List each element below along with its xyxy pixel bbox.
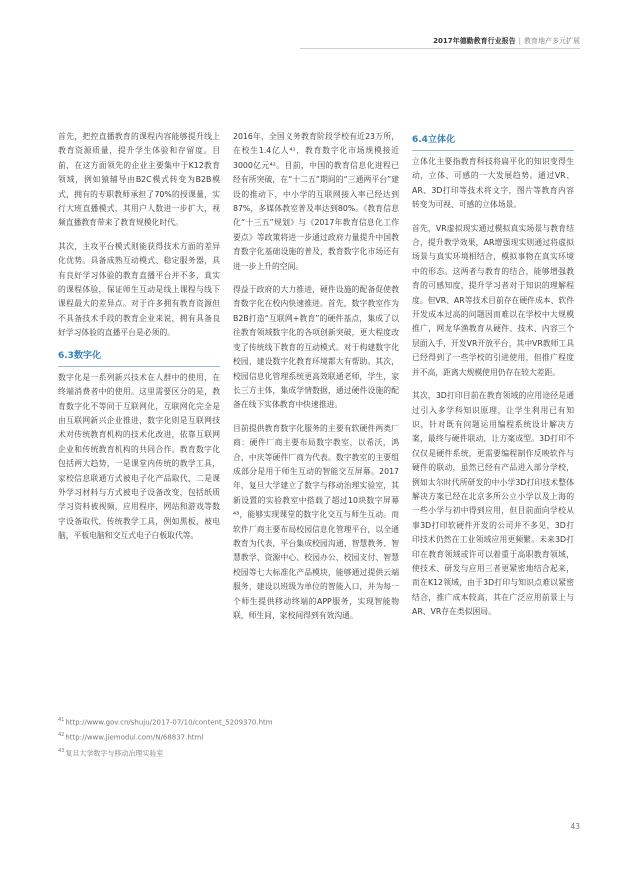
- footnote-number: 42: [58, 732, 65, 739]
- footnote: [58, 745, 273, 760]
- column-left: [58, 130, 220, 553]
- footnotes: [58, 714, 273, 760]
- paragraph: 目前提供教育数字化服务的主要有软硬件两类厂商：硬件厂商主要布局数字教室，以希沃，鸿合，中庆等硬件厂商为代表。数字教室的主要组成部分是用于师生互动的智能交互屏幕。2017年，复旦大学建立了数字与移动治理实验室，其新设置的实验教室中搭载了超过10块数字屏幕⁴³，能够实现课堂的数字化交互与师生互动。而软件厂商主要布局校园信息化管理平台，以全通教育为代表，平台集成校园沟通、智慧教务、智慧教学、资源中心、校园办公、校园支付、智慧校园等七大标准化产品模块，能够通过提供云端服务，建设以班级为单位的智能入口，并为每一个师生提供移动终端的APP服务，实现智能物联，师生间，家校间得到有效沟通。: [233, 423, 399, 620]
- footnote: [58, 714, 273, 729]
- footnote: [58, 729, 273, 744]
- paragraph: 首先，VR虚拟现实通过模拟真实场景与教育结合，提升教学效果，AR增强现实则通过将虚拟场景与真实环境相结合，模拟事物在真实环境中的形态。这两者与教育的结合，能够增强教育的可感知度，提升学习者对于知识的理解程度。但VR、AR等技术目前存在硬件成本、软件开发成本过高的问题因而难以在学校中大规模推广，网龙华渔教育从硬件、技术、内容三个层面入手，开发VR开放平台，其中VR教师工具已经得到了一些学校的引进使用，但推广程度并不高，距离大规模使用仍存在较大差距。: [412, 223, 574, 377]
- footnote-link[interactable]: http://www.gov.cn/shuju/2017-07/10/content_5209370.htm: [65, 718, 273, 727]
- column-middle: [233, 130, 399, 632]
- running-header: [433, 36, 580, 46]
- footnote-link[interactable]: http://www.jiemodui.com/N/68837.html: [65, 733, 204, 742]
- paragraph: 其次，主攻平台模式则能获得技术方面的差异化优势。具备成熟互动模式、稳定服务器，具有良好学习体验的教育直播平台并不多，真实的课程体验，保证师生互动是线上课程与线下课程最大的差异点。对于许多拥有教育资源但不具备技术手段的教育企业来说，拥有具备良好学习体验的直播平台是必须的。: [58, 241, 220, 338]
- footnote-text: 复旦大学数字与移动治理实验室: [65, 748, 164, 757]
- paragraph: 2016年，全国义务教育阶段学校有近23万所，在校生1.4亿人⁴¹，教育数字化市场规模接近3000亿元⁴²。目前，中国的教育信息化进程已经有所突破，在“十二五”期间的“三通两平台”建设的推动下，中小学的互联网接入率已经达到87%，多媒体教室普及率达到80%。《教育信息化“十三五”规划》与《2017年教育信息化工作要点》等政策将进一步通过政府力量提升中国教育数字化基础设施的普及，教育数字化市场还有进一步上升的空间。: [233, 132, 399, 271]
- header-subtitle: 教育地产多元扩展: [524, 37, 580, 45]
- section-rule: [58, 366, 220, 367]
- footnote-number: 43: [58, 747, 65, 754]
- paragraph: 数字化是一系列新兴技术在人群中的使用，在终端消费者中的使用。这里需要区分的是，教育数字化不等同于互联网化，互联网化完全是由互联网新兴企业推进，数字化则是互联网技术对传统教育机构的技术化改进，依靠互联网企业和传统教育机构的共同合作。教育数字化包括两大趋势，一是课堂内传统的教学工具，家校信息联通方式被电子化产品取代，二是课外学习材料与方式被电子设备改变，包括纸质学习资料被视频，应用程序，网站和游戏等数字设备取代，传统教学工具，例如黑板，被电脑，平板电脑和交互式电子白板取代等。: [58, 372, 220, 541]
- section-heading-6-3: 6.3数字化: [58, 350, 101, 361]
- report-title: 2017年德勤教育行业报告: [433, 37, 516, 45]
- paragraph: 立体化主要指教育科技将扁平化的知识变得生动，立体、可感的一大发展趋势。通过VR、AR、3D打印等技术将文字，图片等教育内容转变为可视、可感的立体场景。: [412, 157, 574, 210]
- paragraph: 首先，把控直播教育的课程内容能够提升线上教育资源质量，提升学生体验和存留度。目前，在这方面领先的企业主要集中于K12教育领域，例如猿辅导由B2C模式转变为B2B模式，拥有的专职教师承担了70%的授课量，实行大班直播模式，其用户人数进一步扩大，视频直播教育带来了教育规模化时代。: [58, 132, 220, 228]
- page-number: 43: [570, 822, 580, 831]
- paragraph: 其次，3D打印目前在教育领域的应用途径是通过引入多学科知识原理，让学生利用已有知识，针对既有问题运用编程系统设计解决方案，最终与硬件联动，让方案成型。3D打印不仅仅是硬件系统，更需要编程制作反映软件与硬件的联动，虽然已经有产品进入部分学校，例如太尔时代所研发的中小学3D打印技术整体解决方案已经在北京多所公立小学以及上海的一些小学与初中得到应用，但目前面向学校从事3D打印软硬件开发的公司并不多见，3D打印技术仍然在工业领域应用更频繁。未来3D打印在教育领域或许可以着重于高职教育领域，使技术、研发与应用三者更紧密地结合起来，而在K12领域，由于3D打印与知识点难以紧密结合，推广成本较高，其在广泛应用前景上与AR、VR存在类似困局。: [412, 391, 574, 617]
- column-right: [412, 130, 574, 629]
- paragraph: 得益于政府的大力推进，硬件设施的配备促使教育数字化在校内快速推进。首先，数字教室作为B2B打造“互联网+教育”的硬件基点，集成了以往教育领域数字化的各项创新突破，更大程度改变了传统线下教育的互动模式。对于构建数字化校园，建设数字化教育环境都大有帮助。其次，校园信息化管理系统更高效联通老师，学生，家长三方主体，集成学情数据，通过硬件设施的配备在线下实体教育中快速推进。: [233, 285, 399, 410]
- header-separator: |: [518, 37, 521, 45]
- footnote-number: 41: [58, 717, 65, 723]
- header-rule: [300, 48, 580, 49]
- section-heading-6-4: 6.4立体化: [412, 135, 455, 145]
- section-rule: [412, 150, 574, 151]
